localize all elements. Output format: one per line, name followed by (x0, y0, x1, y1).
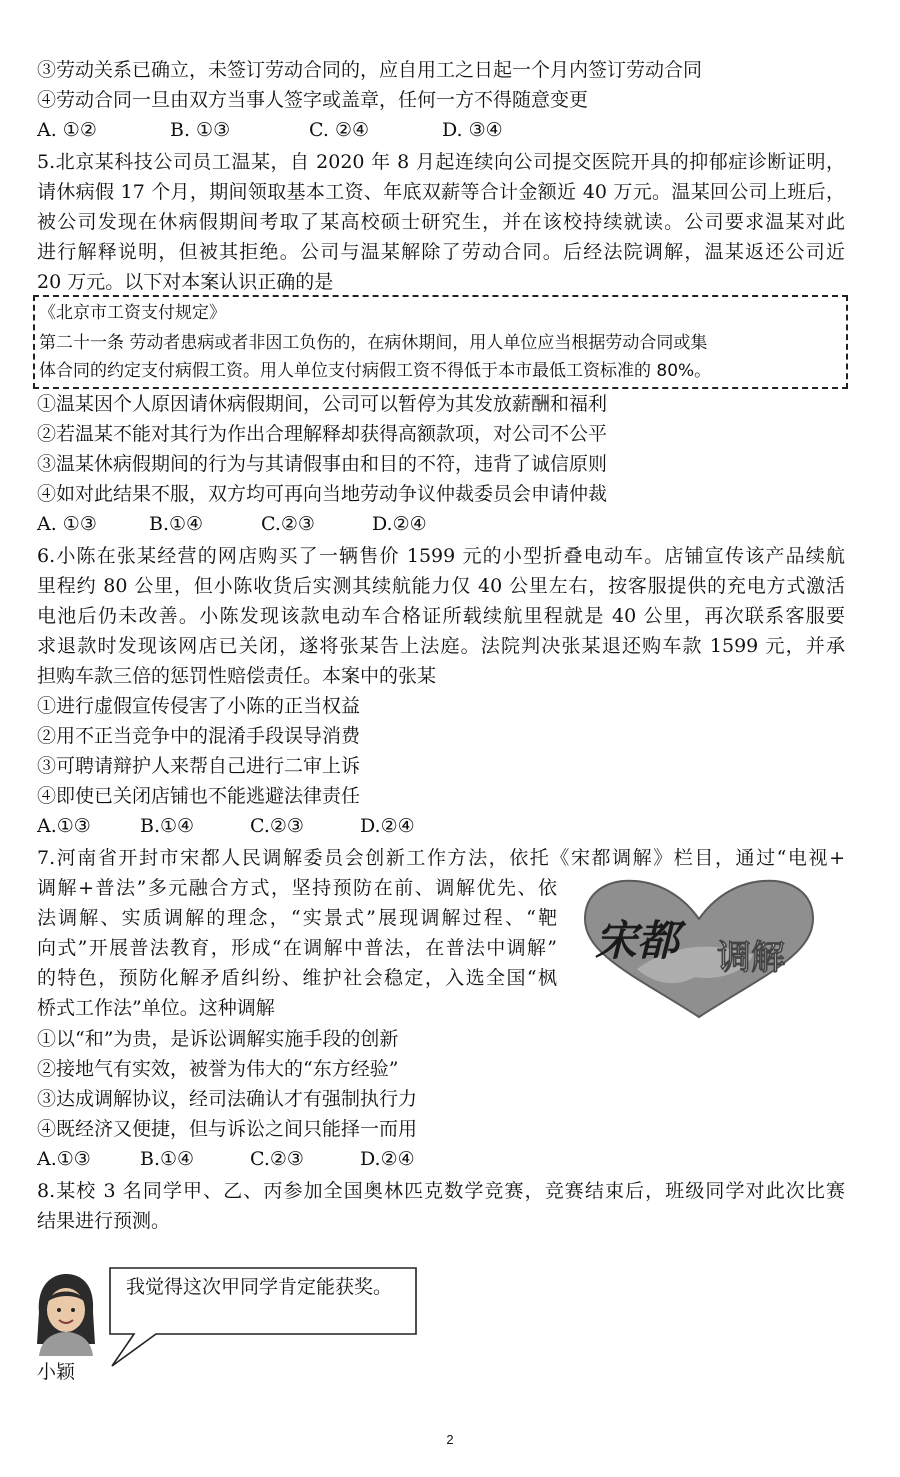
logo-text-songdu: 宋都 (595, 916, 680, 965)
q6-statement-4: ④即使已关闭店铺也不能逃避法律责任 (37, 785, 361, 807)
q5-option-c: C.②③ (261, 513, 315, 535)
q4-statement-4: ④劳动合同一旦由双方当事人签字或盖章，任何一方不得随意变更 (37, 89, 589, 111)
q6-stem-line: 电池后仍未改善。小陈发现该款电动车合格证所载续航里程就是 40 公里，再次联系客服要 (37, 605, 845, 627)
q5-statement-4: ④如对此结果不服，双方均可再向当地劳动争议仲裁委员会申请仲裁 (37, 483, 608, 505)
q5-option-a: A. ①③ (37, 513, 97, 535)
q6-statement-2: ②用不正当竞争中的混淆手段误导消费 (37, 725, 361, 747)
q6-option-a: A.①③ (37, 815, 91, 837)
page-number: 2 (446, 1432, 454, 1447)
q6-statement-3: ③可聘请辩护人来帮自己进行二审上诉 (37, 755, 361, 777)
q4-options (37, 115, 503, 145)
q8-stem-line: 结果进行预测。 (37, 1210, 171, 1232)
regulation-text-line: 第二十一条 劳动者患病或者非因工负伤的，在病休期间，用人单位应当根据劳动合同或集 (39, 333, 708, 353)
songdu-mediation-logo (577, 877, 821, 1023)
q7-options (37, 1144, 415, 1174)
q7-statement-1: ①以“和”为贵，是诉讼调解实施手段的创新 (37, 1028, 399, 1050)
q4-option-a: A. ①② (37, 119, 97, 141)
q4-option-c: C. ②④ (309, 119, 370, 141)
q4-option-d: D. ③④ (442, 119, 503, 141)
q5-statement-2: ②若温某不能对其行为作出合理解释却获得高额款项，对公司不公平 (37, 423, 608, 445)
q5-stem-line: 5.北京某科技公司员工温某，自 2020 年 8 月起连续向公司提交医院开具的抑郁症诊断证明， (37, 151, 845, 173)
q5-stem-line: 被公司发现在休病假期间考取了某高校硕士研究生，并在该校持续就读。公司要求温某对此 (37, 211, 845, 233)
q6-stem-line: 里程约 80 公里，但小陈收货后实测其续航能力仅 40 公里左右，按客服提供的充电方式激活 (37, 575, 845, 597)
q6-stem-line: 担购车款三倍的惩罚性赔偿责任。本案中的张某 (37, 665, 437, 687)
q8-stem-line: 8.某校 3 名同学甲、乙、丙参加全国奥林匹克数学竞赛，竞赛结束后，班级同学对此次比赛 (37, 1180, 845, 1202)
q4-option-b: B. ①③ (170, 119, 231, 141)
speaker-name: 小颖 (37, 1361, 76, 1383)
q7-option-d: D.②④ (360, 1148, 415, 1170)
q7-option-a: A.①③ (37, 1148, 91, 1170)
q6-stem-line: 求退款时发现该网店已关闭，遂将张某告上法庭。法院判决张某退还购车款 1599 元，并承 (37, 635, 845, 657)
q7-statement-4: ④既经济又便捷，但与诉讼之间只能择一而用 (37, 1118, 418, 1140)
q6-option-d: D.②④ (360, 815, 415, 837)
q7-statement-3: ③达成调解协议，经司法确认才有强制执行力 (37, 1088, 418, 1110)
q7-option-c: C.②③ (250, 1148, 304, 1170)
q5-statement-1: ①温某因个人原因请休病假期间，公司可以暂停为其发放薪酬和福利 (37, 393, 608, 415)
q5-option-b: B.①④ (149, 513, 204, 535)
q6-options (37, 811, 415, 841)
student-avatar-icon (33, 1272, 99, 1356)
q7-stem-line: 调解+普法”多元融合方式，坚持预防在前、调解优先、依 (37, 877, 557, 899)
q5-stem-line: 20 万元。以下对本案认识正确的是 (37, 271, 334, 293)
q6-option-b: B.①④ (140, 815, 195, 837)
regulation-excerpt-box (33, 295, 848, 389)
q6-statement-1: ①进行虚假宣传侵害了小陈的正当权益 (37, 695, 361, 717)
logo-text-tiaojie: 调解 (717, 938, 785, 978)
q5-statement-3: ③温某休病假期间的行为与其请假事由和目的不符，违背了诚信原则 (37, 453, 608, 475)
speech-bubble-text: 我觉得这次甲同学肯定能获奖。 (126, 1276, 393, 1298)
q7-stem-line: 桥式工作法”单位。这种调解 (37, 997, 275, 1019)
q7-stem-line: 法调解、实质调解的理念，“实景式”展现调解过程、“靶 (37, 907, 557, 929)
q6-option-c: C.②③ (250, 815, 304, 837)
q5-options (37, 509, 427, 539)
q7-option-b: B.①④ (140, 1148, 195, 1170)
q5-option-d: D.②④ (372, 513, 427, 535)
q7-statement-2: ②接地气有实效，被誉为伟大的“东方经验” (37, 1058, 399, 1080)
q5-stem-line: 进行解释说明，但被其拒绝。公司与温某解除了劳动合同。后经法院调解，温某返还公司近 (37, 241, 845, 263)
q4-statement-3: ③劳动关系已确立，未签订劳动合同的，应自用工之日起一个月内签订劳动合同 (37, 59, 703, 81)
q5-stem-line: 请休病假 17 个月，期间领取基本工资、年底双薪等合计金额近 40 万元。温某回公司上班后， (37, 181, 845, 203)
regulation-title: 《北京市工资支付规定》 (39, 303, 226, 323)
q7-stem-line: 7.河南省开封市宋都人民调解委员会创新工作方法，依托《宋都调解》栏目，通过“电视+ (37, 847, 845, 869)
regulation-text-line: 体合同的约定支付病假工资。用人单位支付病假工资不得低于本市最低工资标准的 80%。 (39, 361, 712, 381)
q6-stem-line: 6.小陈在张某经营的网店购买了一辆售价 1599 元的小型折叠电动车。店铺宣传该产品续航 (37, 545, 845, 567)
q7-stem-line: 的特色，预防化解矛盾纠纷、维护社会稳定，入选全国“枫 (37, 967, 557, 989)
q7-stem-line: 向式”开展普法教育，形成“在调解中普法，在普法中调解” (37, 937, 557, 959)
